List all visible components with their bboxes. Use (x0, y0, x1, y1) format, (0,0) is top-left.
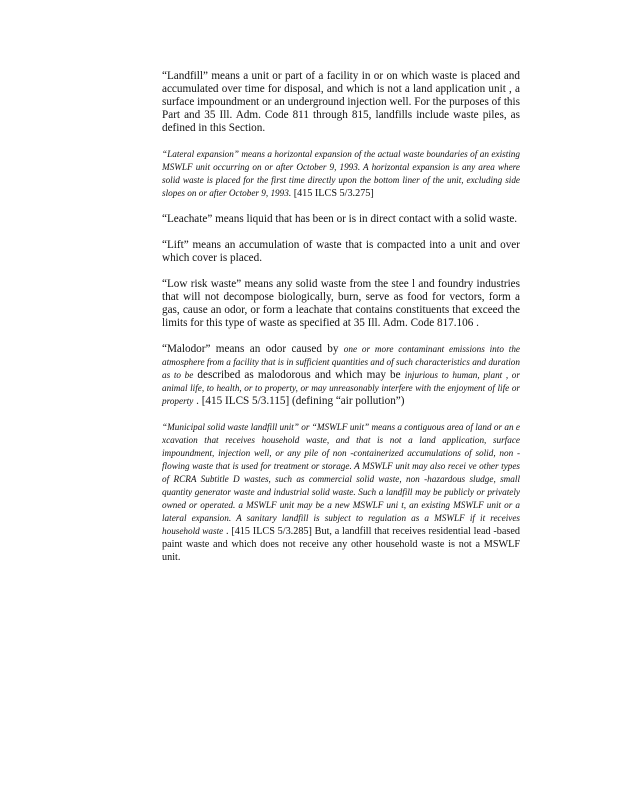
definition-landfill (162, 70, 520, 135)
definition-leachate-text: “Leachate” means liquid that has been or is in direct contact with a solid waste. (162, 213, 518, 225)
definition-lateral-expansion-citation: [415 ILCS 5/3.275] (291, 188, 374, 199)
definition-low-risk-waste-text: “Low risk waste” means any solid waste from the stee l and foundry industries that will not decompose biologically, burn, serve as food for vectors, form a gas, cause an odor, or form a leachate that contains constituents that exceed the limits for this type of waste as specified at 35 Ill. Adm. Code 817.106 . (162, 278, 520, 329)
definition-malodor-mid: described as malodorous and which may be (193, 369, 405, 381)
definition-landfill-text: “Landfill” means a unit or part of a facility in or on which waste is placed and accumulated over time for disposal, and which is not a land application unit , a surface impoundment or an underground injection well. For the purposes of this Part and 35 Ill. Adm. Code 811 through 815, landfills include waste piles, as defined in this Section. (162, 70, 520, 134)
definition-malodor (162, 343, 520, 408)
definition-malodor-italic-2: injurious to human, plant , or animal life, to health, or to property, or may unreasonably interfere with the enjoyment of life or property (162, 370, 520, 406)
definition-lift (162, 239, 520, 265)
definitions-column (162, 70, 520, 564)
definition-lateral-expansion-italic: “Lateral expansion” means a horizontal expansion of the actual waste boundaries of an existing MSWLF unit occurring on or after October 9, 1993. A horizontal expansion is any area where solid waste is placed for the first time directly upon the bottom liner of the unit, excluding side slopes on or after October 9, 1993. (162, 149, 520, 198)
definition-lift-text: “Lift” means an accumulation of waste that is compacted into a unit and over which cover is placed. (162, 239, 520, 264)
definition-mswlf-unit (162, 421, 520, 564)
definition-malodor-italic-1: one or more contaminant emissions into the atmosphere from a facility that is in sufficient quantities and of such characteristics and duration as to be (162, 344, 520, 380)
definition-lateral-expansion (162, 148, 520, 200)
definition-mswlf-unit-italic: “Municipal solid waste landfill unit” or “MSWLF unit” means a contiguous area of land or an e xcavation that receives household waste, and that is not a land application, surface impoundment, injection well, or any pile of non -containerized accumulations of solid, non -flowing waste that is used for treatment or storage. A MSWLF unit may also recei ve other types of RCRA Subtitle D wastes, such as commercial solid waste, non -hazardous sludge, small quantity generator waste and industrial solid waste. Such a landfill may be publicly or privately owned or operated. a MSWLF unit may be a new MSWLF uni t, an existing MSWLF unit or a lateral expansion. A sanitary landfill is subject to regulation as a MSWLF if it receives household waste (162, 422, 520, 536)
definition-low-risk-waste (162, 278, 520, 330)
definition-mswlf-unit-roman: . [415 ILCS 5/3.285] But, a landfill that receives residential lead -based paint waste and which does not receive any other household waste is not a MSWLF unit. (162, 526, 520, 563)
definition-malodor-tail: . [415 ILCS 5/3.115] (defining “air pollution”) (193, 395, 405, 407)
definition-leachate (162, 213, 520, 226)
definition-malodor-lead: “Malodor” means an odor caused by (162, 343, 344, 355)
